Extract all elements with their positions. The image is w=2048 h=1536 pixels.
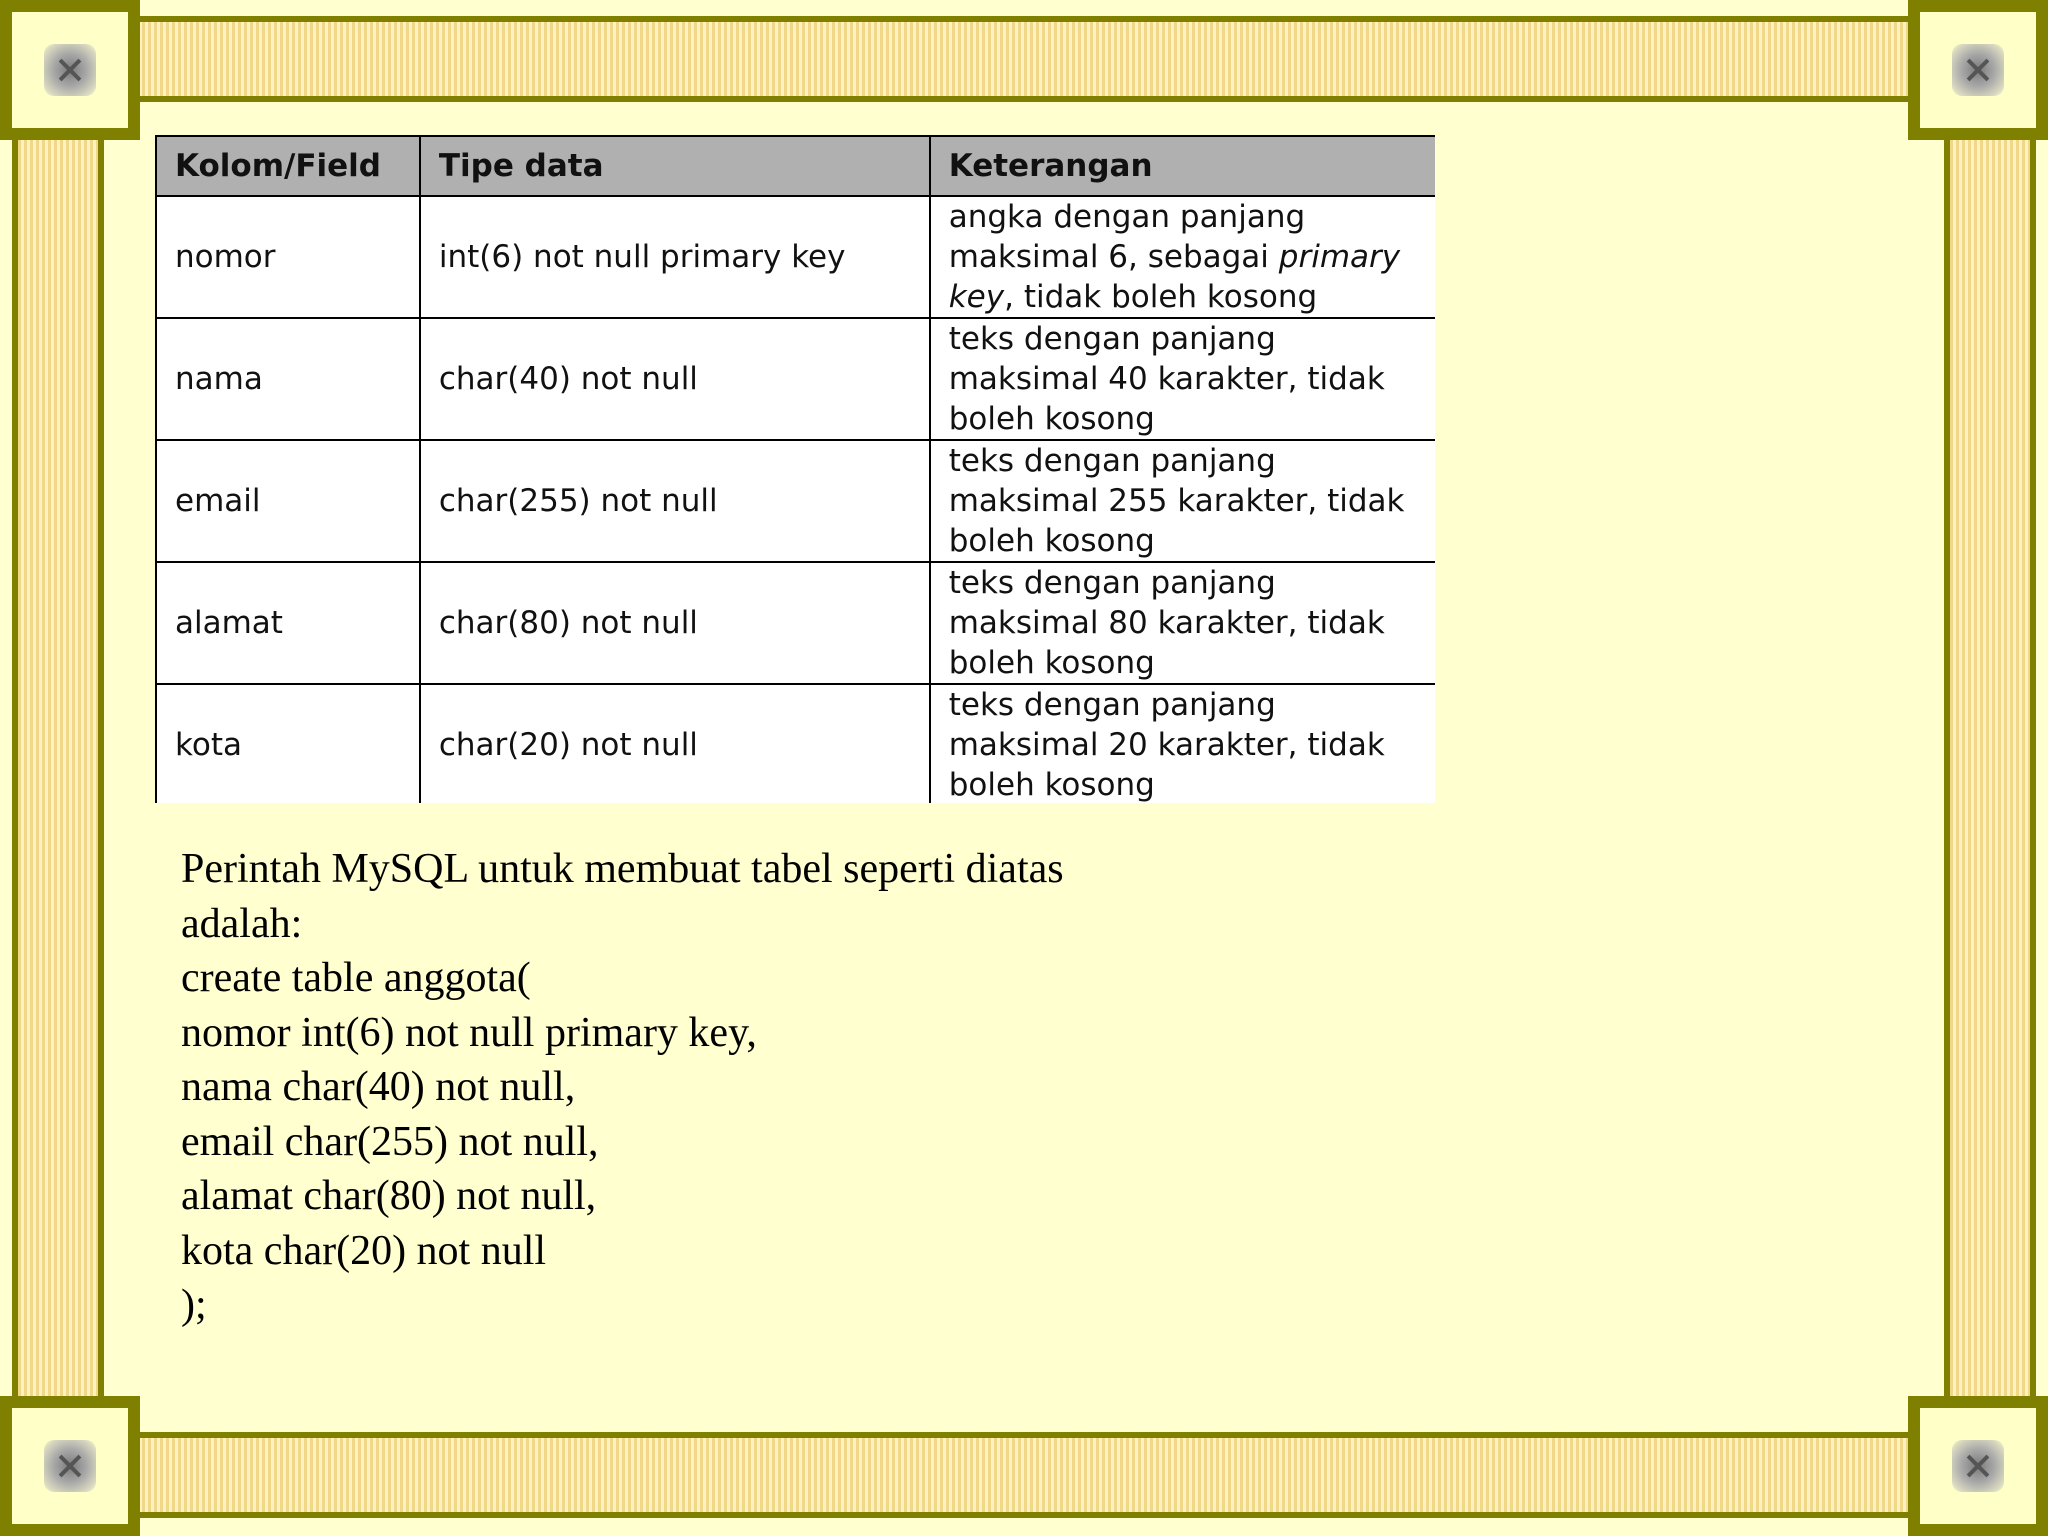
table-row [156,562,1435,684]
cell-type: char(80) not null [420,562,930,684]
frame-left-bar [12,130,104,1408]
code-line: ); [181,1282,207,1328]
code-line: nama char(40) not null, [181,1064,576,1110]
desc-text: angka dengan panjang maksimal 6, sebagai [948,199,1306,275]
table-row [156,196,1435,318]
cell-description: teks dengan panjang maksimal 40 karakter, tidak boleh kosong [930,318,1435,440]
cell-description: teks dengan panjang maksimal 255 karakter, tidak boleh kosong [930,440,1435,562]
corner-bottom-right [1908,1396,2048,1536]
header-type: Tipe data [420,136,930,196]
cell-type: int(6) not null primary key [420,196,930,318]
corner-top-right [1908,0,2048,140]
cell-description [930,196,1435,318]
frame-bottom-bar [130,1432,1918,1518]
code-line: kota char(20) not null [181,1227,547,1274]
cell-field: email [156,440,420,562]
desc-text: , tidak boleh kosong [1004,279,1318,315]
code-line: create table anggota( [181,955,531,1001]
field-table-image [155,135,1435,803]
table-row [156,684,1435,803]
header-description: Keterangan [930,136,1435,196]
code-line: nomor int(6) not null primary key, [181,1009,757,1056]
corner-bottom-left [0,1396,140,1536]
corner-ornament-icon [44,1440,96,1492]
cell-field: kota [156,684,420,803]
table-header-row [156,136,1435,196]
field-table [155,135,1435,803]
cell-field: nama [156,318,420,440]
cell-type: char(20) not null [420,684,930,803]
table-row [156,318,1435,440]
cell-field: nomor [156,196,420,318]
desc-emphasis: key [948,279,1005,315]
code-line: alamat char(80) not null, [181,1173,597,1219]
cell-type: char(255) not null [420,440,930,562]
corner-ornament-icon [44,44,96,96]
cell-description: teks dengan panjang maksimal 80 karakter, tidak boleh kosong [930,562,1435,684]
text-line: Perintah MySQL untuk membuat tabel seperti diatas [181,846,1064,892]
corner-ornament-icon [1952,1440,2004,1492]
frame-right-bar [1944,130,2036,1408]
corner-top-left [0,0,140,140]
cell-description: teks dengan panjang maksimal 20 karakter, tidak boleh kosong [930,684,1435,803]
desc-emphasis: primary [1278,239,1401,275]
sql-explanation [181,842,1781,1333]
code-line: email char(255) not null, [181,1118,599,1165]
cell-field: alamat [156,562,420,684]
cell-type: char(40) not null [420,318,930,440]
table-row [156,440,1435,562]
header-field: Kolom/Field [156,136,420,196]
corner-ornament-icon [1952,44,2004,96]
frame-top-bar [130,16,1918,102]
text-line: adalah: [181,900,303,947]
